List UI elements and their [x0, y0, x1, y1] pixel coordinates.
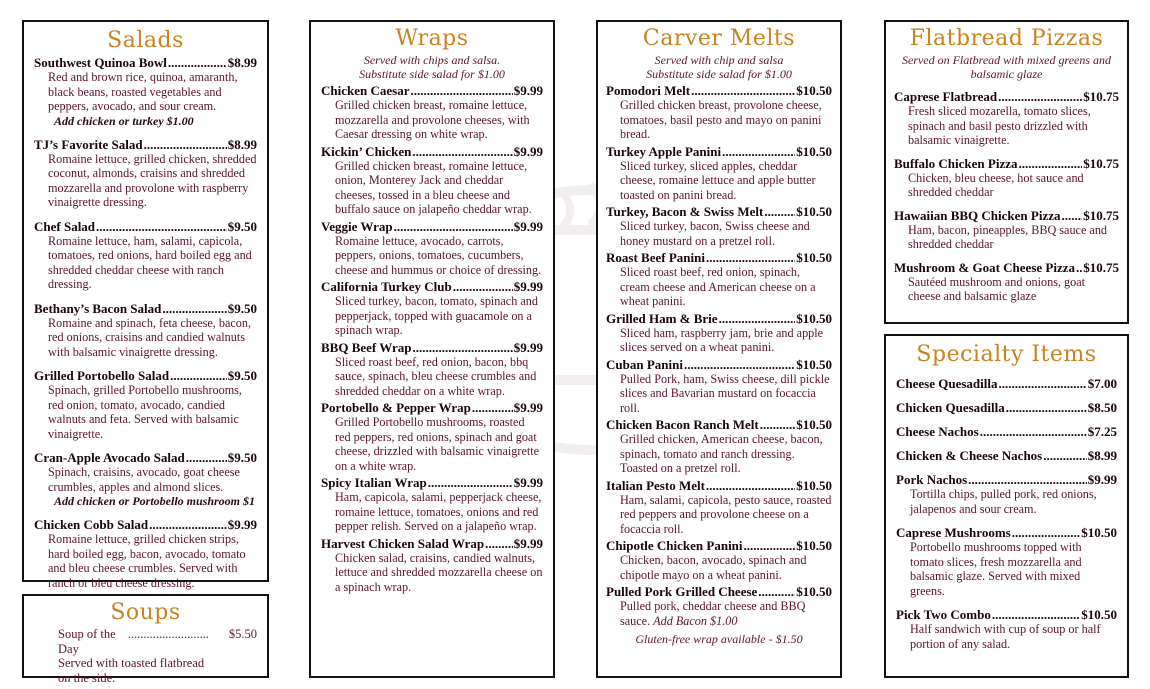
menu-item-row: [606, 417, 832, 432]
leader-dots: [413, 340, 513, 355]
menu-item-name: Chicken Bacon Ranch Melt: [606, 417, 759, 432]
menu-item-description: Grilled chicken breast, provolone cheese, tomatoes, basil pesto and mayo on panini bread.: [620, 98, 822, 141]
menu-item-name: Caprese Mushrooms: [896, 525, 1011, 540]
menu-item-row: [894, 156, 1119, 171]
menu-item-row: [321, 279, 543, 294]
wraps-list: [321, 83, 543, 594]
leader-dots: [168, 55, 227, 70]
menu-item: [894, 208, 1119, 252]
salads-section: [22, 20, 269, 590]
melts-section: [596, 20, 842, 678]
menu-item: [896, 472, 1117, 516]
leader-dots: [764, 204, 795, 219]
menu-item-name: Roast Beef Panini: [606, 250, 705, 265]
menu-item-price: $8.99: [1087, 448, 1117, 463]
menu-item-row: [896, 424, 1117, 439]
leader-dots: [992, 607, 1080, 622]
menu-item: [606, 538, 832, 582]
menu-item-description: Red and brown rice, quinoa, amaranth, black beans, roasted vegetables and peppers, avocado, and sour cream.: [48, 70, 238, 113]
menu-item: [896, 607, 1117, 651]
leader-dots: [722, 144, 795, 159]
menu-item-row: [321, 144, 543, 159]
menu-item-price: $9.99: [513, 279, 543, 294]
menu-item-price: $10.50: [796, 204, 832, 219]
menu-item-price: $9.50: [227, 450, 257, 465]
menu-item-price: $7.25: [1087, 424, 1117, 439]
menu-item-name: Chicken Caesar: [321, 83, 410, 98]
leader-dots: [412, 144, 512, 159]
menu-item-price: $10.50: [1081, 607, 1117, 622]
menu-item-row: [321, 400, 543, 415]
menu-item-row: [896, 400, 1117, 415]
menu-item: [894, 89, 1119, 148]
menu-item-price: $10.75: [1083, 89, 1119, 104]
leader-dots: [684, 357, 795, 372]
menu-item-name: Southwest Quinoa Bowl: [34, 55, 167, 70]
menu-item-description: Spinach, grilled Portobello mushrooms, red onion, tomato, avocado, candied walnuts and feta. Served with balsamic vinaigrette.: [48, 383, 242, 441]
menu-item: [34, 517, 257, 590]
leader-dots: [96, 219, 227, 234]
menu-item-price: $9.50: [227, 368, 257, 383]
leader-dots: [485, 536, 513, 551]
menu-item-description: Portobello mushrooms topped with tomato slices, fresh mozzarella and balsamic glaze. Served with mixed greens.: [910, 540, 1082, 598]
menu-item-description: Sliced ham, raspberry jam, brie and apple slices served on a wheat panini.: [620, 325, 824, 354]
menu-item-price: $10.75: [1083, 155, 1119, 171]
menu-item-name: Portobello & Pepper Wrap: [321, 400, 471, 415]
menu-item-row: [606, 144, 832, 159]
menu-item-description: Sliced roast beef, red onion, bacon, bbq sauce, spinach, bleu cheese crumbles and shredded cheddar on a white wrap.: [335, 354, 537, 398]
menu-item-description: Romaine lettuce, avocado, carrots, peppers, onions, tomatoes, cucumbers, cheese and hummus or choice of dressing.: [335, 233, 542, 277]
menu-item: [34, 55, 257, 128]
menu-item-description: Half sandwich with cup of soup or half portion of any salad.: [910, 622, 1101, 651]
menu-item-price: $10.50: [1081, 525, 1117, 540]
menu-item-row: [606, 204, 832, 219]
menu-item-description: Romaine lettuce, grilled chicken, shredded coconut, almonds, craisins and shredded mozzarella and provolone with raspberry vinaigrette dressing.: [48, 151, 257, 209]
menu-item-price: $9.99: [513, 535, 543, 551]
leader-dots: [162, 301, 226, 316]
menu-item: [321, 536, 543, 595]
menu-item-row: [34, 368, 257, 383]
leader-dots: [428, 475, 513, 490]
menu-item-description: Fresh sliced mozarella, tomato slices, spinach and basil pesto drizzled with balsamic vinaigrette.: [908, 104, 1091, 147]
menu-item-addon-note: Add chicken or Portobello mushroom $1: [54, 494, 256, 508]
menu-item: [34, 137, 257, 210]
leader-dots: [410, 83, 512, 98]
leader-dots: [758, 584, 795, 599]
menu-item-name: Turkey, Bacon & Swiss Melt: [606, 204, 764, 219]
menu-item-row: [896, 376, 1117, 391]
wraps-title: Wraps: [395, 26, 469, 51]
menu-item-description: Pulled Pork, ham, Swiss cheese, dill pickle slices and Bavarian mustard on focaccia roll.: [620, 371, 830, 415]
menu-item-description: Grilled chicken breast, romaine lettuce, onion, Monterey Jack and cheddar cheeses, tossed in a bleu cheese and buffalo sauce on jalapeño cheddar wrap.: [335, 158, 532, 216]
menu-item: [321, 83, 543, 142]
menu-item: [34, 368, 257, 441]
soup-price: $5.50: [228, 627, 257, 641]
melts-title: Carver Melts: [642, 26, 796, 51]
leader-dots: [1006, 400, 1087, 415]
menu-item-price: $9.99: [513, 339, 543, 355]
menu-item: [894, 156, 1119, 200]
soup-dots: ..........................: [127, 627, 209, 641]
menu-item-name: Cheese Quesadilla: [896, 376, 998, 391]
menu-item-price: $10.50: [796, 310, 832, 326]
menu-item-row: [606, 357, 832, 372]
menu-item-price: $10.50: [796, 143, 832, 159]
leader-dots: [998, 89, 1082, 104]
menu-item-name: Mushroom & Goat Cheese Pizza: [894, 259, 1076, 275]
menu-item-description: Sliced turkey, bacon, Swiss cheese and honey mustard on a pretzel roll.: [620, 219, 810, 248]
menu-item-name: Chicken Quesadilla: [896, 400, 1005, 415]
menu-item-name: Caprese Flatbread: [894, 89, 998, 104]
leader-dots: [1061, 208, 1082, 223]
menu-item: [896, 448, 1117, 463]
menu-item-description: Spinach, craisins, avocado, goat cheese crumbles, apples and almond slices.: [48, 465, 240, 494]
menu-item-price: $10.75: [1083, 207, 1119, 223]
menu-item-price: $10.50: [796, 250, 832, 265]
menu-item: [321, 340, 543, 399]
menu-item: [896, 376, 1117, 391]
menu-item-description: Chicken, bleu cheese, hot sauce and shredded cheddar: [908, 170, 1084, 199]
menu-item-name: Pick Two Combo: [896, 607, 991, 622]
leader-dots: [980, 424, 1087, 439]
menu-item-row: [896, 472, 1117, 487]
pizzas-subtitle: Served on Flatbread with mixed greens and balsamic glaze: [901, 53, 1112, 81]
menu-item-row: [894, 89, 1119, 104]
menu-item: [321, 144, 543, 217]
menu-item-row: [894, 260, 1119, 275]
menu-item-description: Chicken, bacon, avocado, spinach and chipotle mayo on a wheat panini.: [620, 553, 807, 582]
menu-item-row: [34, 517, 257, 532]
menu-item-price: $10.50: [796, 538, 832, 553]
menu-item-name: California Turkey Club: [321, 279, 452, 294]
wraps-subtitle: Served with chips and salsa. Substitute side salad for $1.00: [359, 53, 505, 81]
menu-item-row: [34, 450, 257, 465]
menu-item-price: $10.50: [796, 477, 832, 493]
menu-item-description: Grilled Portobello mushrooms, roasted red peppers, red onions, spinach and goat cheese, drizzled with balsamic vinaigrette on a white wrap.: [335, 415, 540, 473]
menu-item-name: Cuban Panini: [606, 356, 683, 372]
menu-item-row: [34, 55, 257, 70]
menu-item: [34, 219, 257, 292]
menu-item-price: $7.00: [1087, 376, 1117, 391]
soup-name: Soup of the Day: [58, 627, 116, 656]
soups-title: Soups: [110, 600, 181, 625]
menu-item-name: Kickin’ Chicken: [321, 143, 412, 159]
leader-dots: [1076, 260, 1082, 275]
menu-item: [606, 417, 832, 476]
leader-dots: [186, 450, 227, 465]
menu-item-addon-note: Add chicken or turkey $1.00: [54, 113, 194, 128]
menu-item: [321, 400, 543, 473]
menu-item-row: [321, 475, 543, 490]
menu-item-price: $9.50: [227, 218, 257, 234]
menu-item: [321, 279, 543, 338]
menu-item: [321, 219, 543, 278]
melts-footer: Gluten-free wrap available - $1.50: [635, 632, 803, 646]
menu-item-row: [896, 607, 1117, 622]
leader-dots: [719, 311, 796, 326]
menu-item-description: Grilled chicken breast, romaine lettuce, mozzarella and provolone cheeses, with Caesar dressing on white wrap.: [335, 98, 530, 141]
menu-item-addon-note: Add Bacon $1.00: [653, 613, 738, 628]
leader-dots: [744, 538, 796, 553]
leader-dots: [144, 137, 227, 152]
menu-item-name: Chicken & Cheese Nachos: [896, 448, 1043, 463]
menu-item-description: [606, 599, 832, 628]
menu-item-price: $10.50: [796, 356, 832, 372]
leader-dots: [998, 376, 1086, 391]
menu-item: [606, 311, 832, 355]
menu-item-name: Buffalo Chicken Pizza: [894, 155, 1018, 171]
melts-subtitle: Served with chip and salsa Substitute side salad for $1.00: [646, 53, 792, 81]
menu-item: [34, 450, 257, 508]
soup-of-the-day: [34, 627, 257, 685]
menu-item-name: Cheese Nachos: [896, 424, 979, 439]
menu-item-description: Sliced turkey, sliced apples, cheddar cheese, romaine lettuce and apple butter toasted on panini bread.: [620, 158, 816, 202]
menu-item-row: [321, 83, 543, 98]
menu-item: [896, 400, 1117, 415]
menu-item-name: Veggie Wrap: [321, 218, 393, 234]
menu-item-row: [606, 250, 832, 265]
leader-dots: [472, 400, 513, 415]
specialty-section: [884, 334, 1129, 678]
leader-dots: [394, 219, 513, 234]
menu-item-row: [34, 301, 257, 316]
wraps-section: [309, 20, 555, 678]
menu-item-description: Sliced roast beef, red onion, spinach, cream cheese and American cheese on a wheat panini.: [620, 265, 816, 308]
menu-item-description: Romaine and spinach, feta cheese, bacon, red onions, craisins and candied walnuts with balsamic vinaigrette dressing.: [48, 315, 252, 359]
leader-dots: [691, 83, 795, 98]
menu-item-description: Chicken salad, craisins, candied walnuts, lettuce and shredded mozzarella cheese on a spinach wrap.: [335, 550, 543, 594]
menu-item-name: Chef Salad: [34, 218, 96, 234]
leader-dots: [1019, 156, 1083, 171]
specialty-list: [896, 376, 1117, 651]
menu-item-price: $9.99: [513, 83, 543, 98]
menu-item-row: [606, 83, 832, 98]
menu-item-description: Romaine lettuce, grilled chicken strips, hard boiled egg, bacon, avocado, tomato and bleu cheese crumbles. Served with ranch or bleu cheese dressing.: [48, 532, 246, 590]
menu-item-row: [896, 525, 1117, 540]
menu-item-name: BBQ Beef Wrap: [321, 339, 412, 355]
leader-dots: [453, 279, 513, 294]
menu-item-row: [321, 219, 543, 234]
menu-item-row: [34, 219, 257, 234]
menu-item-description: Sautéed mushroom and onions, goat cheese and balsamic glaze: [908, 274, 1086, 303]
menu-item: [34, 301, 257, 360]
menu-item-row: [606, 478, 832, 493]
menu-item-row: [894, 208, 1119, 223]
salads-list: [34, 55, 257, 590]
menu-item-description: Sliced turkey, bacon, tomato, spinach and pepperjack, topped with guacamole on a spinach wrap.: [335, 294, 538, 337]
leader-dots: [706, 250, 795, 265]
menu-item-name: Chicken Cobb Salad: [34, 517, 149, 532]
menu-item: [606, 584, 832, 628]
pizzas-list: [894, 89, 1119, 304]
menu-item-price: $9.99: [513, 218, 543, 234]
menu-item-description: Ham, salami, capicola, pesto sauce, roasted red peppers and provolone cheese on a focaccia roll.: [620, 492, 832, 536]
menu-item-name: Turkey Apple Panini: [606, 143, 722, 159]
menu-item: [606, 204, 832, 248]
menu-item: [606, 144, 832, 203]
leader-dots: [1012, 525, 1081, 540]
menu-item-name: Spicy Italian Wrap: [321, 475, 427, 490]
menu-item-description: Ham, bacon, pineapples, BBQ sauce and shredded cheddar: [908, 222, 1108, 251]
menu-item: [606, 478, 832, 537]
menu-item-name: Cran-Apple Avocado Salad: [34, 450, 185, 465]
menu-item-name: TJ’s Favorite Salad: [34, 136, 143, 152]
menu-item: [896, 424, 1117, 439]
menu-item: [894, 260, 1119, 304]
menu-item-name: Hawaiian BBQ Chicken Pizza: [894, 207, 1061, 223]
pizzas-title: Flatbread Pizzas: [909, 26, 1104, 51]
menu-item-row: [321, 536, 543, 551]
menu-item-price: $10.50: [796, 417, 832, 432]
menu-item-price: $9.99: [513, 400, 543, 415]
menu-item-row: [34, 137, 257, 152]
menu-item-row: [896, 448, 1117, 463]
menu-item-price: $9.99: [513, 475, 543, 490]
menu-item-price: $10.75: [1083, 259, 1119, 275]
menu-item-price: $8.99: [227, 136, 257, 152]
menu-item-price: $9.99: [513, 143, 543, 159]
menu-item-description-text: Pulled pork, cheddar cheese and BBQ sauce.: [620, 599, 806, 628]
menu-item: [896, 525, 1117, 598]
menu-item-price: $10.50: [796, 584, 832, 599]
menu-item: [606, 357, 832, 416]
menu-item-price: $8.99: [227, 55, 257, 70]
salads-title: Salads: [107, 28, 184, 53]
menu-item-name: Italian Pesto Melt: [606, 477, 705, 493]
menu-item-name: Grilled Portobello Salad: [34, 368, 170, 383]
specialty-title: Specialty Items: [916, 342, 1097, 367]
menu-item: [606, 83, 832, 142]
menu-item-description: Tortilla chips, pulled pork, red onions, jalapenos and sour cream.: [910, 487, 1097, 516]
menu-item-row: [606, 311, 832, 326]
menu-item-row: [606, 584, 832, 599]
menu-item-price: $9.50: [227, 300, 257, 316]
menu-item-name: Harvest Chicken Salad Wrap: [321, 535, 485, 551]
menu-item-description: Grilled chicken, American cheese, bacon, spinach, tomato and ranch dressing. Toasted on a pretzel roll.: [620, 432, 823, 475]
leader-dots: [706, 478, 795, 493]
menu-item: [606, 250, 832, 309]
menu-item-price: $8.50: [1087, 400, 1117, 415]
menu-item-row: [606, 538, 832, 553]
pizzas-section: [884, 20, 1129, 324]
menu-item: [321, 475, 543, 534]
menu-item-name: Chipotle Chicken Panini: [606, 538, 743, 553]
soups-section: [22, 594, 269, 685]
menu-item-name: Bethany’s Bacon Salad: [34, 300, 162, 316]
menu-item-row: [321, 340, 543, 355]
menu-item-name: Pomodori Melt: [606, 83, 691, 98]
menu-item-price: $9.99: [227, 517, 257, 532]
menu-item-name: Grilled Ham & Brie: [606, 310, 718, 326]
menu-item-name: Pulled Pork Grilled Cheese: [606, 584, 758, 599]
menu-item-price: $9.99: [1087, 472, 1117, 487]
menu-item-price: $10.50: [796, 83, 832, 98]
menu-item-description: Ham, capicola, salami, pepperjack cheese, romaine lettuce, tomatoes, onions and red pepper relish. Served on a jalapeño wrap.: [335, 490, 542, 533]
soup-desc: Served with toasted flatbread on the side.: [58, 656, 205, 685]
melts-list: [606, 83, 832, 628]
leader-dots: [760, 417, 796, 432]
menu-item-name: Pork Nachos: [896, 472, 968, 487]
leader-dots: [170, 368, 227, 383]
menu-item-description: Romaine lettuce, ham, salami, capicola, tomatoes, red onions, hard boiled egg and shredded cheddar cheese with ranch dressing.: [48, 233, 252, 291]
leader-dots: [149, 517, 227, 532]
leader-dots: [968, 472, 1087, 487]
leader-dots: [1043, 448, 1087, 463]
